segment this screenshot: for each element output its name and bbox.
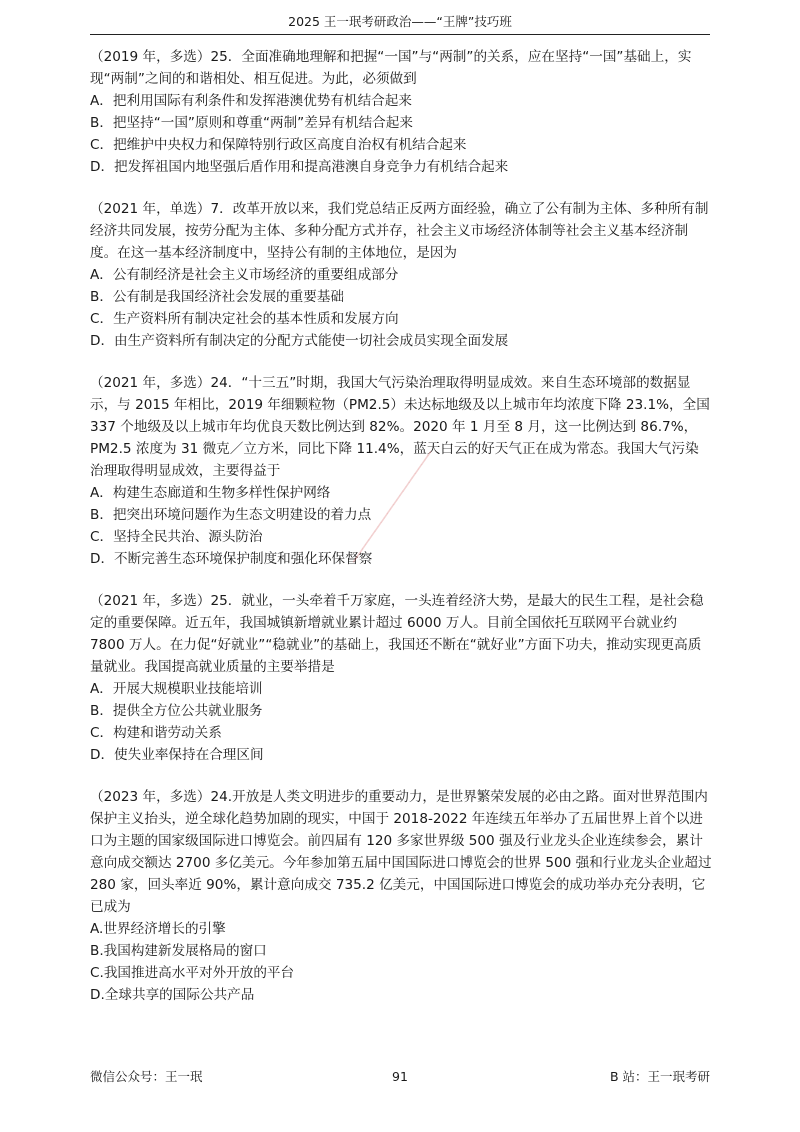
option-b: B．把突出环境问题作为生态文明建设的着力点 — [90, 507, 372, 523]
option-b: B.我国构建新发展格局的窗口 — [90, 943, 267, 959]
option-a: A.世界经济增长的引擎 — [90, 921, 226, 937]
option-c: C.我国推进高水平对外开放的平台 — [90, 965, 295, 981]
option-d: D．不断完善生态环境保护制度和强化环保督察 — [90, 551, 373, 567]
question-stem: （2023 年，多选）24.开放是人类文明进步的重要动力，是世界繁荣发展的必由之路。面对世界范围内保护主义抬头，逆全球化趋势加剧的现实，中国于 2018-2022 年连续五年举办了五届世界上首个以进口为主题的国家级国际进口博览会。前四届有 120 多家世界级 500 强及行业龙头企业连续参会，累计意向成交额达 2700 多亿美元。今年参加第五届中国国际进口博览会的世界 500 强和行业龙头企业超过 280 家，回头率近 90%，累计意向成交 735.2 亿美元，中国国际进口博览会的成功举办充分表明，它已成为 — [90, 789, 712, 915]
question-block — [90, 46, 712, 178]
option-d: D．使失业率保持在合理区间 — [90, 747, 264, 763]
option-a: A．开展大规模职业技能培训 — [90, 681, 263, 697]
question-list — [90, 46, 712, 1026]
option-b: B．公有制是我国经济社会发展的重要基础 — [90, 289, 345, 305]
option-b: B．提供全方位公共就业服务 — [90, 703, 263, 719]
option-c: C．坚持全民共治、源头防治 — [90, 529, 263, 545]
question-block — [90, 198, 712, 352]
question-stem: （2021 年，单选）7．改革开放以来，我们党总结正反两方面经验，确立了公有制为主体、多种所有制经济共同发展，按劳分配为主体、多种分配方式并存，社会主义市场经济体制等社会主义基本经济制度。在这一基本经济制度中，坚持公有制的主体地位，是因为 — [90, 201, 709, 261]
page-number: 91 — [392, 1069, 408, 1084]
page-header — [90, 10, 710, 35]
question-stem: （2019 年，多选）25．全面准确地理解和把握“一国”与“两制”的关系，应在坚持“一国”基础上，实现“两制”之间的和谐相处、相互促进。为此，必须做到 — [90, 49, 692, 87]
footer-bilibili: B 站：王一珉考研 — [609, 1069, 710, 1084]
watermark: ━━━━━━━━━━━━━━━━━━━━━━━━━ — [350, 449, 436, 566]
option-c: C．构建和谐劳动关系 — [90, 725, 222, 741]
option-d: D．把发挥祖国内地坚强后盾作用和提高港澳自身竞争力有机结合起来 — [90, 159, 509, 175]
footer-wechat: 微信公众号：王一珉 — [90, 1069, 203, 1084]
question-block — [90, 786, 712, 1006]
header-title: 2025 王一珉考研政治——“王牌”技巧班 — [288, 14, 512, 29]
option-b: B．把坚持“一国”原则和尊重“两制”差异有机结合起来 — [90, 115, 413, 131]
option-a: A．公有制经济是社会主义市场经济的重要组成部分 — [90, 267, 399, 283]
question-stem: （2021 年，多选）24．“十三五”时期，我国大气污染治理取得明显成效。来自生态环境部的数据显示，与 2015 年相比，2019 年细颗粒物（PM2.5）未达标地级及以上城市年均浓度下降 23.1%，全国 337 个地级及以上城市年均优良天数比例达到 82%。2020 年 1 月至 8 月，这一比例达到 86.7%，PM2.5 浓度为 31 微克／立方米，同比下降 11.4%，蓝天白云的好天气正在成为常态。我国大气污染治理取得明显成效，主要得益于 — [90, 375, 710, 479]
option-a: A．构建生态廊道和生物多样性保护网络 — [90, 485, 331, 501]
question-block — [90, 590, 712, 766]
question-block — [90, 372, 712, 570]
page-footer — [90, 1066, 710, 1088]
option-c: C．把维护中央权力和保障特别行政区高度自治权有机结合起来 — [90, 137, 467, 153]
option-d: D.全球共享的国际公共产品 — [90, 987, 255, 1003]
question-stem: （2021 年，多选）25．就业，一头牵着千万家庭，一头连着经济大势，是最大的民生工程，是社会稳定的重要保障。近五年，我国城镇新增就业累计超过 6000 万人。目前全国依托互联网平台就业约 7800 万人。在力促“好就业”“稳就业”的基础上，我国还不断在“就好业”方面下功夫，推动实现更高质量就业。我国提高就业质量的主要举措是 — [90, 593, 704, 675]
option-c: C．生产资料所有制决定社会的基本性质和发展方向 — [90, 311, 399, 327]
option-d: D．由生产资料所有制决定的分配方式能使一切社会成员实现全面发展 — [90, 333, 509, 349]
option-a: A．把利用国际有利条件和发挥港澳优势有机结合起来 — [90, 93, 412, 109]
